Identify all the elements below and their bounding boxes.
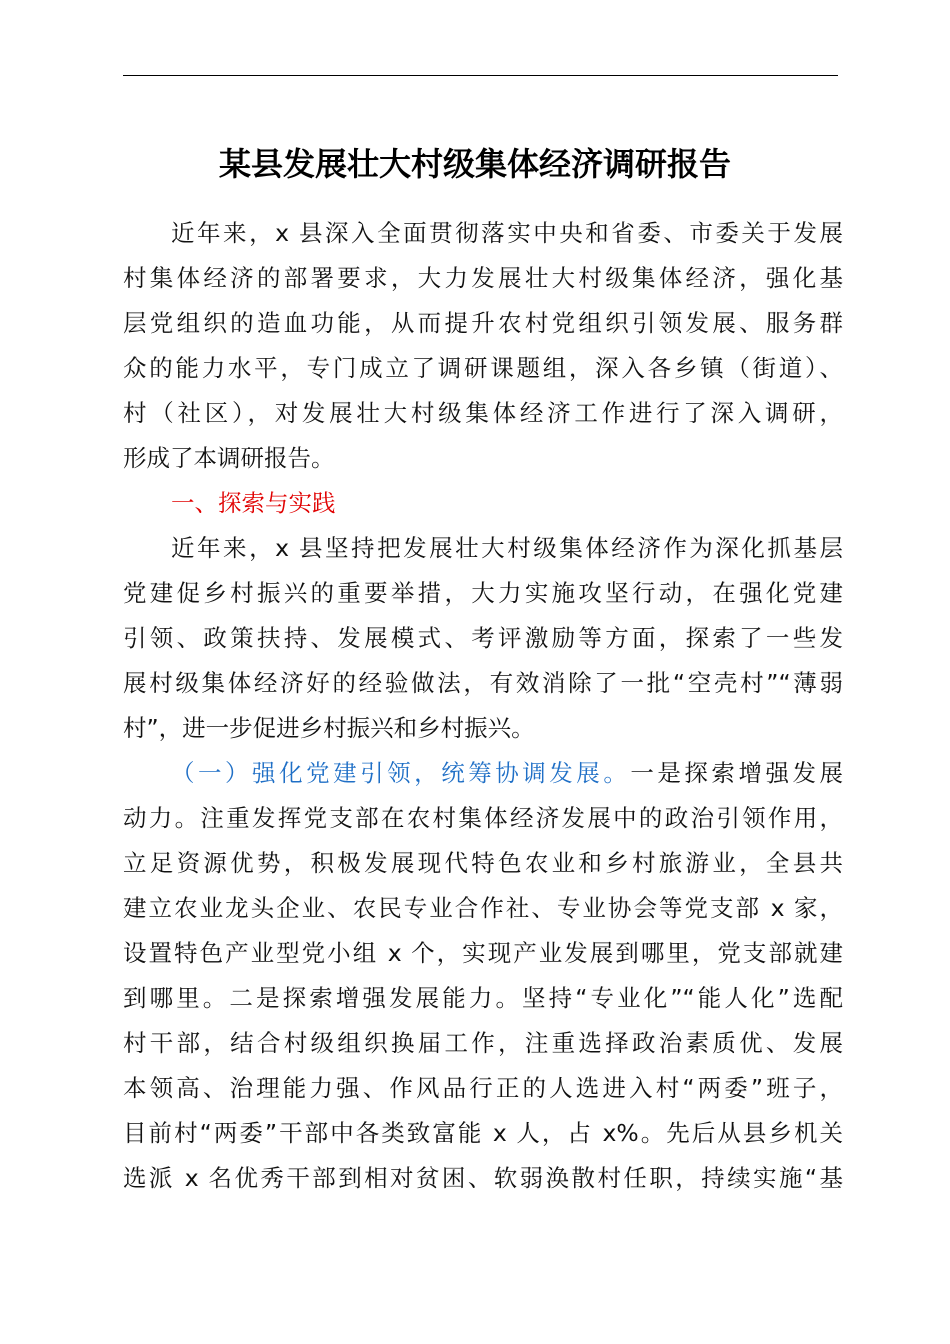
subsection-line: 村干部，结合村级组织换届工作，注重选择政治素质优、发展	[123, 1029, 843, 1057]
subsection-heading: （一）强化党建引领，统筹协调发展。	[171, 759, 631, 787]
section-line: 展村级集体经济好的经验做法，有效消除了一批“空壳村”“薄弱	[123, 669, 843, 697]
section-heading: 一、探索与实践	[171, 489, 336, 517]
intro-line: 形成了本调研报告。	[123, 444, 335, 472]
intro-line: 层党组织的造血功能，从而提升农村党组织引领发展、服务群	[123, 309, 843, 337]
document-title: 某县发展壮大村级集体经济调研报告	[218, 145, 731, 183]
section-line: 村”，进一步促进乡村振兴和乡村振兴。	[123, 714, 535, 742]
intro-line: 众的能力水平，专门成立了调研课题组，深入各乡镇（街道）、	[123, 354, 843, 382]
subsection-line: 设置特色产业型党小组 x 个，实现产业发展到哪里，党支部就建	[123, 939, 843, 967]
header-rule	[123, 75, 838, 76]
section-line: 引领、政策扶持、发展模式、考评激励等方面，探索了一些发	[123, 624, 843, 652]
subsection-first-line-rest: 一是探索增强发展	[630, 759, 844, 787]
subsection-line: 到哪里。二是探索增强发展能力。坚持“专业化”“能人化”选配	[123, 984, 843, 1012]
subsection-line: 本领高、治理能力强、作风品行正的人选进入村“两委”班子，	[123, 1074, 843, 1102]
subsection-first-line	[123, 751, 843, 796]
intro-line: 村（社区），对发展壮大村级集体经济工作进行了深入调研，	[123, 399, 843, 427]
intro-line: 近年来，x 县深入全面贯彻落实中央和省委、市委关于发展	[171, 219, 843, 247]
subsection-line: 动力。注重发挥党支部在农村集体经济发展中的政治引领作用，	[123, 804, 843, 832]
section-line: 党建促乡村振兴的重要举措，大力实施攻坚行动，在强化党建	[123, 579, 843, 607]
subsection-line: 建立农业龙头企业、农民专业合作社、专业协会等党支部 x 家，	[123, 894, 843, 922]
subsection-line: 立足资源优势，积极发展现代特色农业和乡村旅游业，全县共	[123, 849, 843, 877]
section-line: 近年来，x 县坚持把发展壮大村级集体经济作为深化抓基层	[171, 534, 843, 562]
subsection-line: 选派 x 名优秀干部到相对贫困、软弱涣散村任职，持续实施“基	[123, 1164, 843, 1192]
document-body	[123, 211, 843, 1201]
subsection-line: 目前村“两委”干部中各类致富能 x 人，占 x%。先后从县乡机关	[123, 1119, 843, 1147]
intro-line: 村集体经济的部署要求，大力发展壮大村级集体经济，强化基	[123, 264, 843, 292]
